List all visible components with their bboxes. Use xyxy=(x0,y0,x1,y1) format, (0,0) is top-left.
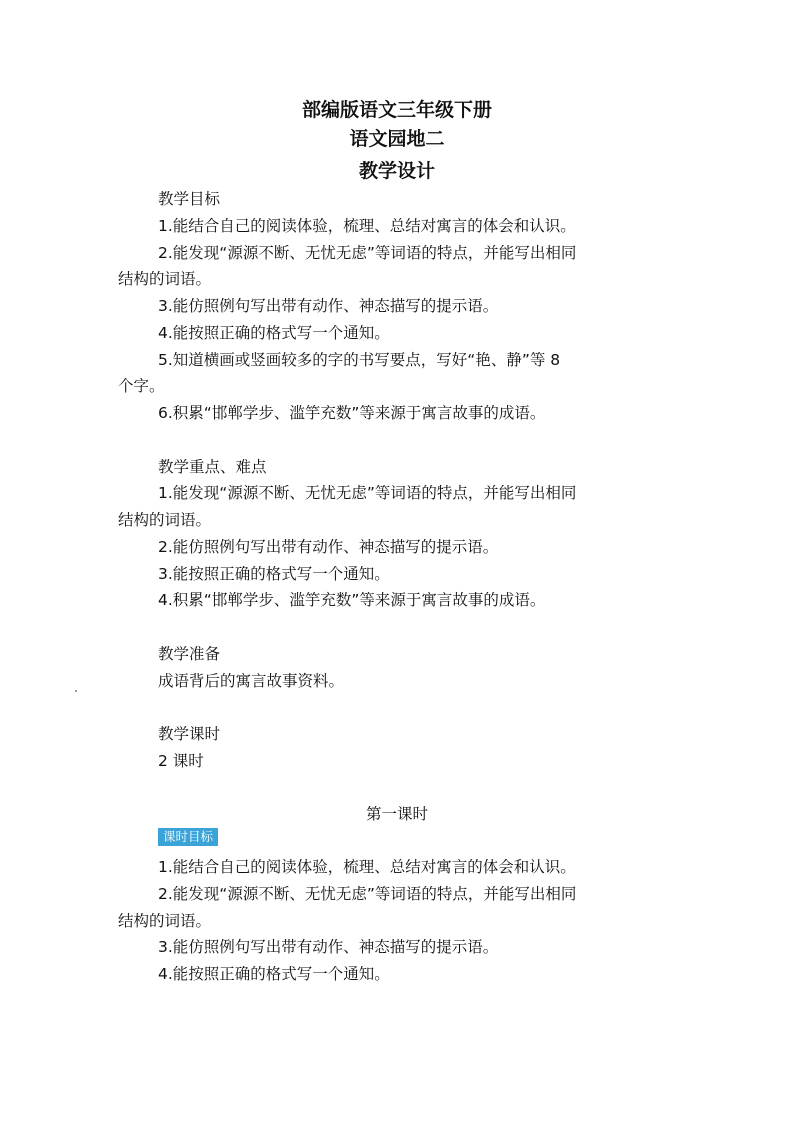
lesson-objectives-badge: 课时目标 xyxy=(158,828,218,846)
preparation-heading: 教学准备 xyxy=(158,645,221,663)
lesson-objective-line: 2.能发现“源源不断、无忧无虑”等词语的特点，并能写出相同 xyxy=(158,885,577,903)
key-point-line: 2.能仿照例句写出带有动作、神态描写的提示语。 xyxy=(158,538,499,556)
objective-line: 5.知道横画或竖画较多的字的书写要点，写好“艳、静”等 8 xyxy=(158,351,561,369)
stray-dot xyxy=(75,690,77,692)
objective-line: 1.能结合自己的阅读体验，梳理、总结对寓言的体会和认识。 xyxy=(158,217,576,235)
lesson-objective-line: 1.能结合自己的阅读体验，梳理、总结对寓言的体会和认识。 xyxy=(158,858,576,876)
periods-heading: 教学课时 xyxy=(158,725,221,743)
preparation-text: 成语背后的寓言故事资料。 xyxy=(158,672,345,690)
key-point-line: 4.积累“邯郸学步、滥竽充数”等来源于寓言故事的成语。 xyxy=(158,591,546,609)
periods-text: 2 课时 xyxy=(158,752,204,770)
key-point-line: 1.能发现“源源不断、无忧无虑”等词语的特点，并能写出相同 xyxy=(158,484,577,502)
document-title: 部编版语文三年级下册 xyxy=(301,99,492,121)
lesson-objective-line: 4.能按照正确的格式写一个通知。 xyxy=(158,965,390,983)
lesson-objective-line: 结构的词语。 xyxy=(118,912,212,930)
objective-line: 个字。 xyxy=(118,377,165,395)
document-heading: 教学设计 xyxy=(358,160,435,182)
lesson-title: 第一课时 xyxy=(365,805,428,823)
objective-line: 2.能发现“源源不断、无忧无虑”等词语的特点，并能写出相同 xyxy=(158,244,577,262)
key-point-line: 3.能按照正确的格式写一个通知。 xyxy=(158,565,390,583)
lesson-objective-line: 3.能仿照例句写出带有动作、神态描写的提示语。 xyxy=(158,938,499,956)
key-point-line: 结构的词语。 xyxy=(118,511,212,529)
objectives-heading: 教学目标 xyxy=(158,190,221,208)
objective-line: 6.积累“邯郸学步、滥竽充数”等来源于寓言故事的成语。 xyxy=(158,404,546,422)
key-points-heading: 教学重点、难点 xyxy=(158,458,267,476)
objective-line: 结构的词语。 xyxy=(118,270,212,288)
objective-line: 3.能仿照例句写出带有动作、神态描写的提示语。 xyxy=(158,297,499,315)
objective-line: 4.能按照正确的格式写一个通知。 xyxy=(158,324,390,342)
document-subtitle: 语文园地二 xyxy=(349,128,445,150)
